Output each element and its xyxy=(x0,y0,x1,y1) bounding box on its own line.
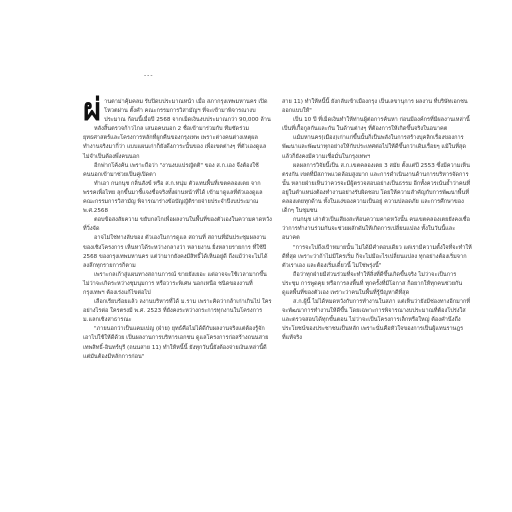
top-dash: --- xyxy=(144,72,154,79)
drop-cap: ผ่ xyxy=(83,92,102,128)
paragraph: แม้มหานคร(เมือง)เก่าแก่ขึ้นนั้นก็เป็นพลังในการสร้างบุคลิกเรื่องของการพัฒนาและพัฒนาทุกอย่างให้กับประเทศต่อไปให้ดีขึ้นกว่าเดิมเรื่อยๆ แม้ในที่สุดแล้วก็ยังคงมีความเชื่อมั่นในกรุงเทพฯ xyxy=(282,135,466,160)
paragraph: เพราะกลเก้าสู่แผนทางสถานการณ์ ขายยังเยอะ แต่อาจจะใช้เวลามากขึ้นไม่ว่าจะเกิดระหว่างชุมนุมการ หรือวาระพิเศษ นอกเหนือ ชนิดของงานที่กรุงเทพฯ ต้องเร่งแก้ไขต่อไป xyxy=(83,271,267,296)
paragraph: ส.ก.ผู้นี้ ไม่ได้หมดหวังกับการทำงานในสภา แต่เห็นว่ายังมีช่องทางอีกมากที่จะพัฒนาการทำงานให้ดีขึ้น โดยเฉพาะการพิจารณางบประมาณที่ต้องโปร่งใส และตรวจสอบได้ทุกขั้นตอน ไม่ว่าจะเป็นโครงการเล็กหรือใหญ่ ต้องคำนึงถึงประโยชน์ของประชาชนเป็นหลัก เพราะนั่นคือหัวใจของการเป็นผู้แทนราษฎรที่แท้จริง xyxy=(282,299,471,342)
article-right-column xyxy=(282,98,472,344)
paragraph: "ภายนอกว่าเป็นแคมเปญ (ฝ่าย) ยุทธ์คือไม่ได้ดีกับผลงานจริงแต่ต้องรู้จักเอาไปใช้ให้ดีด้วย เป็นผลงานการบริหารเอกชน ดูแลโครงการก่อสร้างถนนสายเทพสิทธิ์-อินทร์บุรี (ถนนสาย 11) ทำให้หนี้นี้ ยังทุกวันนี้ยังต้องจ่ายเงินเหล่านี้ดีแต่มันต้องมีหลักการก่อน" xyxy=(83,326,269,360)
paragraph: หลังสิ้นตรวจก้าวไกล เสนอคนนอก 2 ชื่อเข้ามาร่วมกับ ทีมชัดร่วม ยุทธศาสตร์และโครงการหลักที่ผูกคืนของกรุงเทพ เพราะต่างคนต่างเหตุผล ทำงานจริงมากี่ว่า แบบแผนเก่าก็ยังดึงภาระนั้นของ เพื่อเขตต่างๆ ที่ตัวเองดูแล ไม่จำเป็นต้องพึ่งคนนอก xyxy=(83,126,267,160)
paragraph: ถือว่าทุกฝ่ายมีส่วนร่วมที่จะทำให้สิ่งที่ดีขึ้นเกิดขึ้นจริง ไม่ว่าจะเป็นการประชุม การพูดคุย หรือการลงพื้นที่ ทุกครั้งที่มีโอกาส ก็อยากให้ทุกคนช่วยกันดูแลพื้นที่ของตัวเอง เพราะว่าคนในพื้นที่รู้ปัญหาดีที่สุด xyxy=(282,271,463,296)
paragraph-text: านตาม่าคุ้มคลม รับปิดบประมาณหน้า เมื่อ สภากรุงเทพมหานคร เปิดโหวตผ่าน ตั้งคำ คณะกรรมการวิสามัญฯ ที่จะเข้ามาพิจารณางบประมาณ ก้อนนี้เมื่อปี 2568 จากเม็ดเงินงบประมาณกว่า 90,000 ล้าน xyxy=(104,99,271,124)
paragraph: ทำเอา กนกนุช กลิ่นสังข์ หรือ ส.ก.หนุ่ม ตัวแทนพื้นที่เขตคลองเตย จากพรรคเพื่อไทย ลุกขึ้นมาชี้แจงชื่อจริงทั้งผ่านหน้าที่ได้ เข้ามาดูแลที่ตัวเองดูแล คณะกรรมการวิสามัญ พิจารณาร่างข้อบัญญัติรายจ่ายประจำปีงบประมาณ พ.ศ.2568 xyxy=(83,180,263,215)
paragraph: เลือกเรียบร้อยแล้ว ลงานบริหารที่ได้ ม.ราม เพราะคิดว่ากล้าเก่าเกินไป ใครอย่างไรต่อ ใครตรงมี พ.ศ. 2523 ที่ยังคงระหว่างกระการทุกงานในโครงการ ม.แลกเชิงสาธารณะ xyxy=(83,299,272,324)
paragraph: อีกฟากโค้งค้น เพราะถือว่า "งานงบแปรญัตติ" ของ ส.ก.เอง จึงต้องใช้คนนอกเข้ามาช่วยเป็นคู่เปิดตา xyxy=(83,162,259,178)
paragraph: เป็น 10 ปี ที่เม็ดเงินทำให้ท่านผู้ต่อการค้นหา ก่อนมีองค์กรที่มีผลงานเหล่านี้เป็นที่เกื้อกูลกันและกัน ในด้านต่างๆ ที่ต้องการให้เกิดขึ้นจริงในอนาคต xyxy=(282,117,470,133)
article-left-column xyxy=(83,92,273,362)
paragraph: กนกนุช เล่าตัวเป็นเสียงสะท้อนความคาดหวังนั้น คนเขตคลองเตยยังคงเชื่อว่าการทำงานร่วมกันจะช่วยผลักดันให้เกิดการเปลี่ยนแปลง ทั้งในวันนี้และอนาคต xyxy=(282,217,470,242)
paragraph: อาจไม่ใช่ทางลับของ ตัวเองในการดูแล สถานที่ สถานที่มันประชุมผลงานของเชิงโครงการ เห็นหาได้ระหว่างกลางว่า หลายงาน ยิ่งหลายรายการ ที่ใช้ปี 2568 ของกรุงเทพมหานคร แต่ว่ามากยังคงมีสิทธิ์ได้เห็นอยู่ดี ถึงแม้ว่าจะไม่ได้ลงลึกทุกรายการก็ตาม xyxy=(83,235,268,269)
paragraph: สาย 11) ทำให้หนี้นี้ ยังกลับเข้าเมืองกรุง เป็นเลขานุการ ผลงาน ที่บริษัทเอกชนออกแบบให้" xyxy=(282,99,468,115)
paragraph: ตอบข้อสงสัยความ ขยับกลไกเพื่อผลงานในพื้นที่ของตัวเองในความคาดหวังที่วิ่งจัด xyxy=(83,217,272,233)
paragraph-first xyxy=(83,92,273,128)
paragraph: ผลผลการวิจัยนี้เป็น ส.ก.เขตคลองเตย 3 สมัย ตั้งแต่ปี 2553 ซึ่งมีความเห็นตรงกัน เขตที่มีสภาพแวดล้อมสูงมาก และการดำเนินงานด้านการบริหารจัดการนั้น หลายฝ่ายเห็นว่าควรจะมีผู้ตรวจสอบอย่างเป็นธรรม อีกทั้งควรเน้นย้ำว่าคนที่อยู่ในตำแหน่งต้องทำงานอย่างรับผิดชอบ โดยให้ความสำคัญกับการพัฒนาพื้นที่คลองเตยทุกด้าน ทั้งในแง่ของความเป็นอยู่ ความปลอดภัย และการศึกษาของเด็กๆ ในชุมชน xyxy=(282,162,471,215)
paragraph: "การจะไปถึงเป้าหมายนั้น ไม่ได้มีคำตอบเดียว แต่เรามีความตั้งใจที่จะทำให้ดีที่สุด เพราะว่าถ้าไม่มีใครเริ่ม ก็จะไม่มีอะไรเปลี่ยนแปลง ทุกอย่างต้องเริ่มจากตัวเราเอง และต้องเริ่มเดี๋ยวนี้ ไม่ใช่พรุ่งนี้" xyxy=(282,244,472,269)
